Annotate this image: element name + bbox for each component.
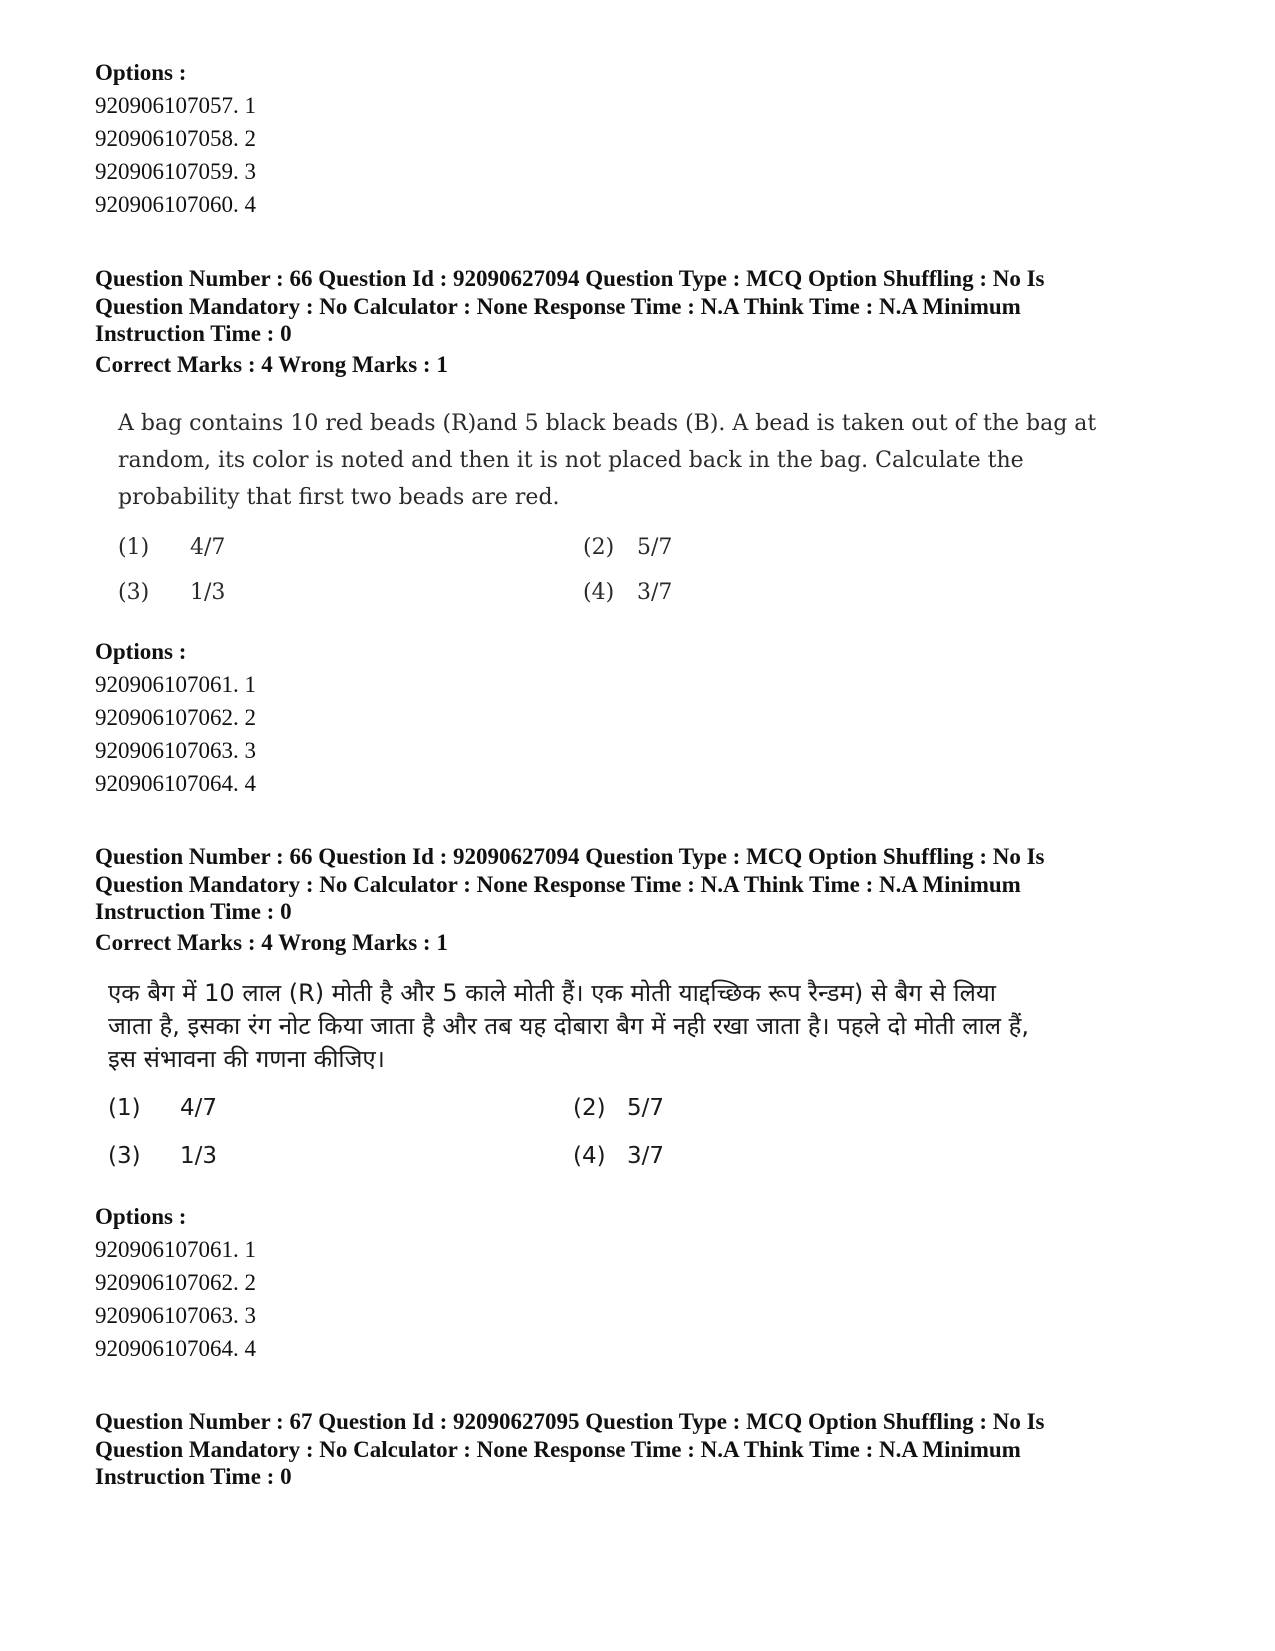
options-label: Options : xyxy=(95,60,187,85)
choice-value: 5/7 xyxy=(627,1095,665,1121)
question-header xyxy=(95,1408,1205,1491)
option-id: 920906107059. 3 xyxy=(95,159,256,184)
question-header-line: Question Number : 66 Question Id : 92090627094 Question Type : MCQ Option Shuffling : No Is xyxy=(95,266,1045,291)
option-id: 920906107062. 2 xyxy=(95,1270,256,1295)
question-header-line: Question Mandatory : No Calculator : None Response Time : N.A Think Time : N.A Minimum xyxy=(95,293,1021,319)
option-id: 920906107057. 1 xyxy=(95,93,256,118)
question-header xyxy=(95,843,1205,926)
question-marks: Correct Marks : 4 Wrong Marks : 1 xyxy=(95,930,448,955)
option-id: 920906107063. 3 xyxy=(95,738,256,763)
stem-line: एक बैग में 10 लाल (R) मोती है और 5 काले मोती हैं। एक मोती याद्दच्छिक रूप रैन्डम) से बैग से लिया xyxy=(108,979,997,1007)
choice-number: (1) xyxy=(118,535,150,560)
choice-number: (3) xyxy=(118,580,150,605)
question-header-line: Instruction Time : 0 xyxy=(95,899,292,924)
options-label: Options : xyxy=(95,639,187,664)
choice-value: 5/7 xyxy=(637,535,673,560)
option-id: 920906107064. 4 xyxy=(95,771,256,796)
choice-number: (4) xyxy=(573,1143,606,1169)
option-id: 920906107061. 1 xyxy=(95,672,256,697)
option-id: 920906107060. 4 xyxy=(95,192,256,217)
option-id: 920906107064. 4 xyxy=(95,1336,256,1361)
option-id: 920906107063. 3 xyxy=(95,1303,256,1328)
stem-line: इस संभावना की गणना कीजिए। xyxy=(108,1045,385,1073)
question-header-line: Question Number : 67 Question Id : 92090627095 Question Type : MCQ Option Shuffling : No Is xyxy=(95,1409,1045,1434)
choice-number: (4) xyxy=(583,580,615,605)
question-header-line: Question Number : 66 Question Id : 92090627094 Question Type : MCQ Option Shuffling : No Is xyxy=(95,844,1045,869)
option-id: 920906107058. 2 xyxy=(95,126,256,151)
option-id: 920906107061. 1 xyxy=(95,1237,256,1262)
choice-value: 1/3 xyxy=(190,580,226,605)
choice-value: 4/7 xyxy=(180,1095,218,1121)
options-label: Options : xyxy=(95,1204,187,1229)
question-stem-hindi xyxy=(108,977,1168,1076)
choice-number: (1) xyxy=(108,1095,141,1121)
question-header-line: Question Mandatory : No Calculator : None Response Time : N.A Think Time : N.A Minimum xyxy=(95,871,1021,897)
question-header-line: Instruction Time : 0 xyxy=(95,1464,292,1489)
question-marks: Correct Marks : 4 Wrong Marks : 1 xyxy=(95,352,448,377)
choice-number: (3) xyxy=(108,1143,141,1169)
choice-value: 4/7 xyxy=(190,535,226,560)
choice-value: 3/7 xyxy=(627,1143,665,1169)
question-header-line: Instruction Time : 0 xyxy=(95,321,292,346)
stem-line: जाता है, इसका रंग नोट किया जाता है और तब यह दोबारा बैग में नही रखा जाता है। पहले दो मोती लाल हैं, xyxy=(108,1012,1029,1040)
option-id: 920906107062. 2 xyxy=(95,705,256,730)
choice-value: 1/3 xyxy=(180,1143,218,1169)
question-header xyxy=(95,265,1205,348)
question-stem: A bag contains 10 red beads (R)and 5 black beads (B). A bead is taken out of the bag at random, its color is noted and then it is not placed back in the bag. Calculate the probability that first two beads are red. xyxy=(118,411,1097,510)
choice-number: (2) xyxy=(583,535,615,560)
choice-value: 3/7 xyxy=(637,580,673,605)
question-header-line: Question Mandatory : No Calculator : None Response Time : N.A Think Time : N.A Minimum xyxy=(95,1436,1021,1462)
choice-number: (2) xyxy=(573,1095,606,1121)
